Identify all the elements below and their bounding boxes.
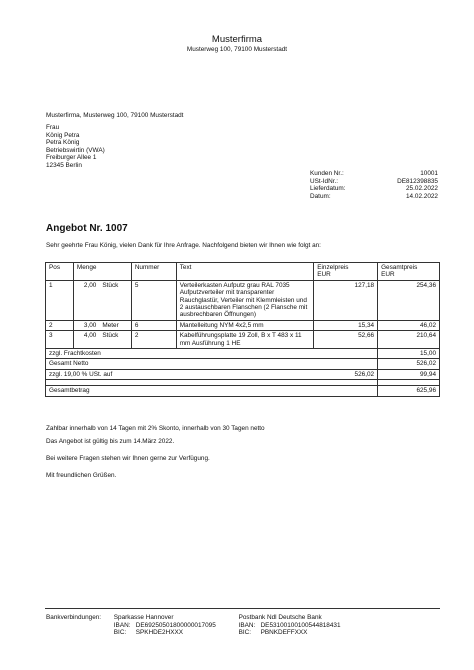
net-value: 526,02 — [378, 359, 440, 369]
recipient-line: Frau — [46, 124, 60, 131]
cell-unit: Stück — [99, 280, 131, 320]
meta-row-delivery-date — [310, 185, 438, 193]
total-value: 625,96 — [378, 386, 440, 396]
total-label: Gesamtbetrag — [46, 386, 378, 396]
iban-value: DE53100100100544818431 — [260, 621, 341, 629]
validity-note: Das Angebot ist gültig bis zum 14.März 2022. — [46, 438, 175, 445]
meta-value: 25.02.2022 — [406, 185, 438, 193]
iban-value: DE69250501800000017095 — [135, 621, 216, 629]
recipient-address — [46, 124, 105, 170]
cell-text: Kabelführungsplatte 19 Zoll, B x T 483 x 11 mm Ausführung 1 HE — [176, 331, 314, 349]
footer-divider — [45, 608, 440, 609]
bic-value: PBNKDEFFXXX — [260, 629, 308, 637]
bic-value: SPKHDE2HXXX — [135, 629, 184, 637]
table-row — [46, 280, 440, 320]
table-header-row — [46, 263, 440, 281]
bank-name: Postbank Ndl Deutsche Bank — [238, 614, 322, 621]
header-gesamtpreis: Gesamtpreis EUR — [378, 263, 440, 281]
meta-label: Datum: — [310, 192, 331, 200]
meta-row-date — [310, 193, 438, 201]
vat-label: zzgl. 19,00 % USt. auf — [46, 369, 314, 379]
cell-text: Verteilerkasten Aufputz grau RAL 7035 Aufputzverteiler mit transparenter Rauchglastür, Verteiler mit Klemmleisten und 2 austauschbaren Flanschen (2 Flansche mit ausbrechbaren Öffnungen) — [176, 280, 314, 320]
header-nummer: Nummer — [131, 263, 176, 281]
cell-gesamtpreis: 254,36 — [378, 280, 440, 320]
cell-unit: Meter — [99, 320, 131, 330]
net-row — [46, 359, 440, 369]
meta-value: 14.02.2022 — [406, 192, 438, 200]
header-menge: Menge — [73, 263, 131, 281]
closing-text: Mit freundlichen Grüßen. — [46, 472, 117, 479]
iban-label: IBAN: — [113, 621, 131, 629]
header-pos: Pos — [46, 263, 74, 281]
company-name: Musterfirma — [211, 34, 263, 45]
iban-label: IBAN: — [238, 621, 256, 629]
cell-nummer: 6 — [131, 320, 176, 330]
greeting-text: Sehr geehrte Frau König, vielen Dank für Ihre Anfrage. Nachfolgend bieten wir Ihnen wie folgt an: — [46, 242, 321, 249]
bank-2 — [239, 614, 389, 637]
net-label: Gesamt Netto — [46, 359, 378, 369]
cell-pos: 3 — [46, 331, 74, 349]
bank-1 — [114, 614, 237, 637]
contact-note: Bei weitere Fragen stehen wir Ihnen gerne zur Verfügung. — [46, 455, 210, 462]
meta-label: Kunden Nr.: — [310, 170, 344, 177]
recipient-line: Betriebswirtin (VWA) — [46, 146, 105, 154]
cell-einzelpreis: 52,66 — [314, 331, 378, 349]
recipient-line: Freiburger Allee 1 — [46, 154, 97, 162]
bic-label: BIC: — [113, 629, 127, 637]
recipient-line: König Petra — [46, 131, 80, 139]
cell-qty: 2,00 — [73, 280, 99, 320]
vat-base: 526,02 — [314, 369, 378, 379]
payment-terms: Zahlbar innerhalb von 14 Tagen mit 2% Skonto, innerhalb von 30 Tagen netto — [46, 425, 265, 432]
freight-label: zzgl. Frachtkosten — [46, 349, 378, 359]
meta-label: Lieferdatum: — [310, 185, 346, 193]
cell-unit: Stück — [99, 331, 131, 349]
cell-einzelpreis: 127,18 — [314, 280, 378, 320]
cell-gesamtpreis: 46,02 — [378, 320, 440, 330]
items-table — [45, 262, 440, 397]
meta-row-vat-id — [310, 178, 438, 186]
cell-nummer: 5 — [131, 280, 176, 320]
table-row — [46, 331, 440, 349]
offer-title: Angebot Nr. 1007 — [46, 223, 128, 234]
header-text: Text — [176, 263, 314, 281]
freight-row — [46, 349, 440, 359]
header-einzelpreis: Einzelpreis EUR — [314, 263, 378, 281]
company-address: Musterweg 100, 79100 Musterstadt — [186, 46, 288, 53]
cell-qty: 3,00 — [73, 320, 99, 330]
cell-einzelpreis: 15,34 — [314, 320, 378, 330]
meta-value: DE812398835 — [397, 177, 438, 185]
cell-pos: 1 — [46, 280, 74, 320]
table-row — [46, 320, 440, 330]
document-meta — [310, 170, 438, 200]
vat-value: 99,94 — [378, 369, 440, 379]
cell-nummer: 2 — [131, 331, 176, 349]
total-row — [46, 386, 440, 396]
meta-label: USt-IdNr.: — [310, 177, 339, 185]
recipient-line: 12345 Berlin — [46, 161, 82, 169]
vat-row — [46, 369, 440, 379]
meta-value: 10001 — [420, 170, 438, 177]
bank-name: Sparkasse Hannover — [113, 614, 174, 621]
recipient-line: Petra König — [46, 139, 80, 147]
cell-text: Mantelleitung NYM 4x2,5 mm — [176, 320, 314, 330]
bank-label: Bankverbindungen: — [46, 614, 102, 621]
freight-value: 15,00 — [378, 349, 440, 359]
cell-qty: 4,00 — [73, 331, 99, 349]
cell-gesamtpreis: 210,64 — [378, 331, 440, 349]
sender-line: Musterfirma, Musterweg 100, 79100 Musterstadt — [46, 112, 184, 119]
cell-pos: 2 — [46, 320, 74, 330]
meta-row-customer — [310, 170, 438, 178]
bank-details — [46, 614, 389, 637]
bic-label: BIC: — [238, 629, 251, 637]
